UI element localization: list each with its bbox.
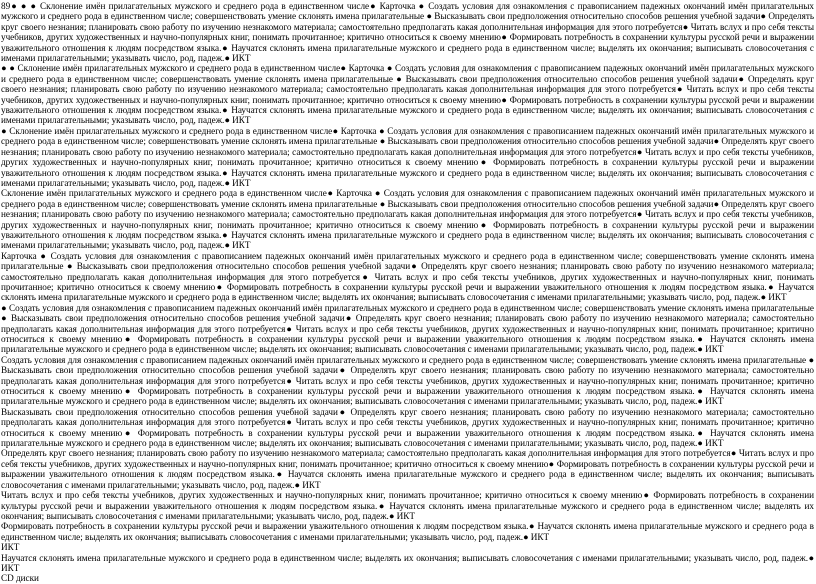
- paragraph-3: ● Склонение имён прилагательных мужского и среднего рода в единственном числе● Карточка ● Создать условия для ознакомления с правописанием падежных окончаний имён прилагательных мужского и среднего рода в единственном числе; совершенствовать умение склонять имена прилагательные ● Высказывать свои предположения относительно способов решения учебной задачи● Определять круг своего незнания; планировать свою работу по изучению незнакомого материала; самостоятельно предполагать какая дополнительная информация для этого потребуется● Читать вслух и про себя тексты учебников, других художественных и научно-популярных книг, понимать прочитанное; критично относиться к своему мнению● Формировать потребность в сохранении культуры русской речи и выражении уважительного отношения к людям посредством языка.● Научатся склонять имена прилагательные мужского и среднего рода в единственном числе; выделять их окончания; выписывать словосочетания с именами прилагательными; указывать число, род, падеж.● ИКТ: [1, 125, 814, 188]
- paragraph-4: Склонение имён прилагательных мужского и среднего рода в единственном числе● Карточка ● Создать условия для ознакомления с правописанием падежных окончаний имён прилагательных мужского и среднего рода в единственном числе; совершенствовать умение склонять имена прилагательные ● Высказывать свои предположения относительно способов решения учебной задачи● Определять круг своего незнания; планировать свою работу по изучению незнакомого материала; самостоятельно предполагать какая дополнительная информация для этого потребуется● Читать вслух и про себя тексты учебников, других художественных и научно-популярных книг, понимать прочитанное; критично относиться к своему мнению● Формировать потребность в сохранении культуры русской речи и выражении уважительного отношения к людям посредством языка.● Научатся склонять имена прилагательные мужского и среднего рода в единственном числе; выделять их окончания; выписывать словосочетания с именами прилагательными; указывать число, род, падеж.● ИКТ: [1, 188, 814, 251]
- paragraph-5: Карточка ● Создать условия для ознакомления с правописанием падежных окончаний имён прилагательных мужского и среднего рода в единственном числе; совершенствовать умение склонять имена прилагательные ● Высказывать свои предположения относительно способов решения учебной задачи● Определять круг своего незнания; планировать свою работу по изучению незнакомого материала; самостоятельно предполагать какая дополнительная информация для этого потребуется● Читать вслух и про себя тексты учебников, других художественных и научно-популярных книг, понимать прочитанное; критично относиться к своему мнению● Формировать потребность в сохранении культуры русской речи и выражении уважительного отношения к людям посредством языка.● Научатся склонять имена прилагательные мужского и среднего рода в единственном числе; выделять их окончания; выписывать словосочетания с именами прилагательными; указывать число, род, падеж.● ИКТ: [1, 250, 814, 303]
- paragraph-7: Создать условия для ознакомления с правописанием падежных окончаний имён прилагательных мужского и среднего рода в единственном числе; совершенствовать умение склонять имена прилагательные ● Высказывать свои предположения относительно способов решения учебной задачи● Определять круг своего незнания; планировать свою работу по изучению незнакомого материала; самостоятельно предполагать какая дополнительная информация для этого потребуется● Читать вслух и про себя тексты учебников, других художественных и научно-популярных книг, понимать прочитанное; критично относиться к своему мнению● Формировать потребность в сохранении культуры русской речи и выражении уважительного отношения к людям посредством языка.● Научатся склонять имена прилагательные мужского и среднего рода в единственном числе; выделять их окончания; выписывать словосочетания с именами прилагательными; указывать число, род, падеж.● ИКТ: [1, 354, 814, 407]
- paragraph-11: Формировать потребность в сохранении культуры русской речи и выражении уважительного отношения к людям посредством языка.● Научатся склонять имена прилагательные мужского и среднего рода в единственном числе; выделять их окончания; выписывать словосочетания с именами прилагательными; указывать число, род, падеж.● ИКТ: [1, 521, 814, 542]
- paragraph-13: Научатся склонять имена прилагательные мужского и среднего рода в единственном числе; выделять их окончания; выписывать словосочетания с именами прилагательными; указывать число, род, падеж.● ИКТ: [1, 552, 814, 573]
- paragraph-6: ● Создать условия для ознакомления с правописанием падежных окончаний имён прилагательных мужского и среднего рода в единственном числе; совершенствовать умение склонять имена прилагательные ● Высказывать свои предположения относительно способов решения учебной задачи● Определять круг своего незнания; планировать свою работу по изучению незнакомого материала; самостоятельно предполагать какая дополнительная информация для этого потребуется● Читать вслух и про себя тексты учебников, других художественных и научно-популярных книг, понимать прочитанное; критично относиться к своему мнению● Формировать потребность в сохранении культуры русской речи и выражении уважительного отношения к людям посредством языка.● Научатся склонять имена прилагательные мужского и среднего рода в единственном числе; выделять их окончания; выписывать словосочетания с именами прилагательными; указывать число, род, падеж.● ИКТ: [1, 302, 814, 355]
- paragraph-12: ИКТ: [1, 542, 20, 553]
- paragraph-14: CD диски: [1, 573, 39, 584]
- paragraph-8: Высказывать свои предположения относительно способов решения учебной задачи● Определять круг своего незнания; планировать свою работу по изучению незнакомого материала; самостоятельно предполагать какая дополнительная информация для этого потребуется● Читать вслух и про себя тексты учебников, других художественных и научно-популярных книг, понимать прочитанное; критично относиться к своему мнению● Формировать потребность в сохранении культуры русской речи и выражении уважительного отношения к людям посредством языка.● Научатся склонять имена прилагательные мужского и среднего рода в единственном числе; выделять их окончания; выписывать словосочетания с именами прилагательными; указывать число, род, падеж.● ИКТ: [1, 406, 814, 449]
- paragraph-2: ● ● Склонение имён прилагательных мужского и среднего рода в единственном числе● Карточка ● Создать условия для ознакомления с правописанием падежных окончаний имён прилагательных мужского и среднего рода в единственном числе; совершенствовать умение склонять имена прилагательные ● Высказывать свои предположения относительно способов решения учебной задачи● Определять круг своего незнания; планировать свою работу по изучению незнакомого материала; самостоятельно предполагать какая дополнительная информация для этого потребуется● Читать вслух и про себя тексты учебников, других художественных и научно-популярных книг, понимать прочитанное; критично относиться к своему мнению● Формировать потребность в сохранении культуры русской речи и выражении уважительного отношения к людям посредством языка.● Научатся склонять имена прилагательные мужского и среднего рода в единственном числе; выделять их окончания; выписывать словосочетания с именами прилагательными; указывать число, род, падеж.● ИКТ: [1, 63, 814, 126]
- paragraph-1: 89● ● ● Склонение имён прилагательных мужского и среднего рода в единственном числе● Карточка ● Создать условия для ознакомления с правописанием падежных окончаний имён прилагательных мужского и среднего рода в единственном числе; совершенствовать умение склонять имена прилагательные ● Высказывать свои предположения относительно способов решения учебной задачи● Определять круг своего незнания; планировать свою работу по изучению незнакомого материала; самостоятельно предполагать какая дополнительная информация для этого потребуется● Читать вслух и про себя тексты учебников, других художественных и научно-популярных книг, понимать прочитанное; критично относиться к своему мнению● Формировать потребность в сохранении культуры русской речи и выражении уважительного отношения к людям посредством языка.● Научатся склонять имена прилагательные мужского и среднего рода в единственном числе; выделять их окончания; выписывать словосочетания с именами прилагательными; указывать число, род, падеж.● ИКТ: [1, 1, 814, 64]
- paragraph-9: Определять круг своего незнания; планировать свою работу по изучению незнакомого материала; самостоятельно предполагать какая дополнительная информация для этого потребуется● Читать вслух и про себя тексты учебников, других художественных и научно-популярных книг, понимать прочитанное; критично относиться к своему мнению● Формировать потребность в сохранении культуры русской речи и выражении уважительного отношения к людям посредством языка.● Научатся склонять имена прилагательные мужского и среднего рода в единственном числе; выделять их окончания; выписывать словосочетания с именами прилагательными; указывать число, род, падеж.● ИКТ: [1, 448, 814, 490]
- paragraph-10: Читать вслух и про себя тексты учебников, других художественных и научно-популярных книг, понимать прочитанное; критично относиться к своему мнению● Формировать потребность в сохранении культуры русской речи и выражении уважительного отношения к людям посредством языка.● Научатся склонять имена прилагательные мужского и среднего рода в единственном числе; выделять их окончания; выписывать словосочетания с именами прилагательными; указывать число, род, падеж.● ИКТ: [1, 490, 814, 521]
